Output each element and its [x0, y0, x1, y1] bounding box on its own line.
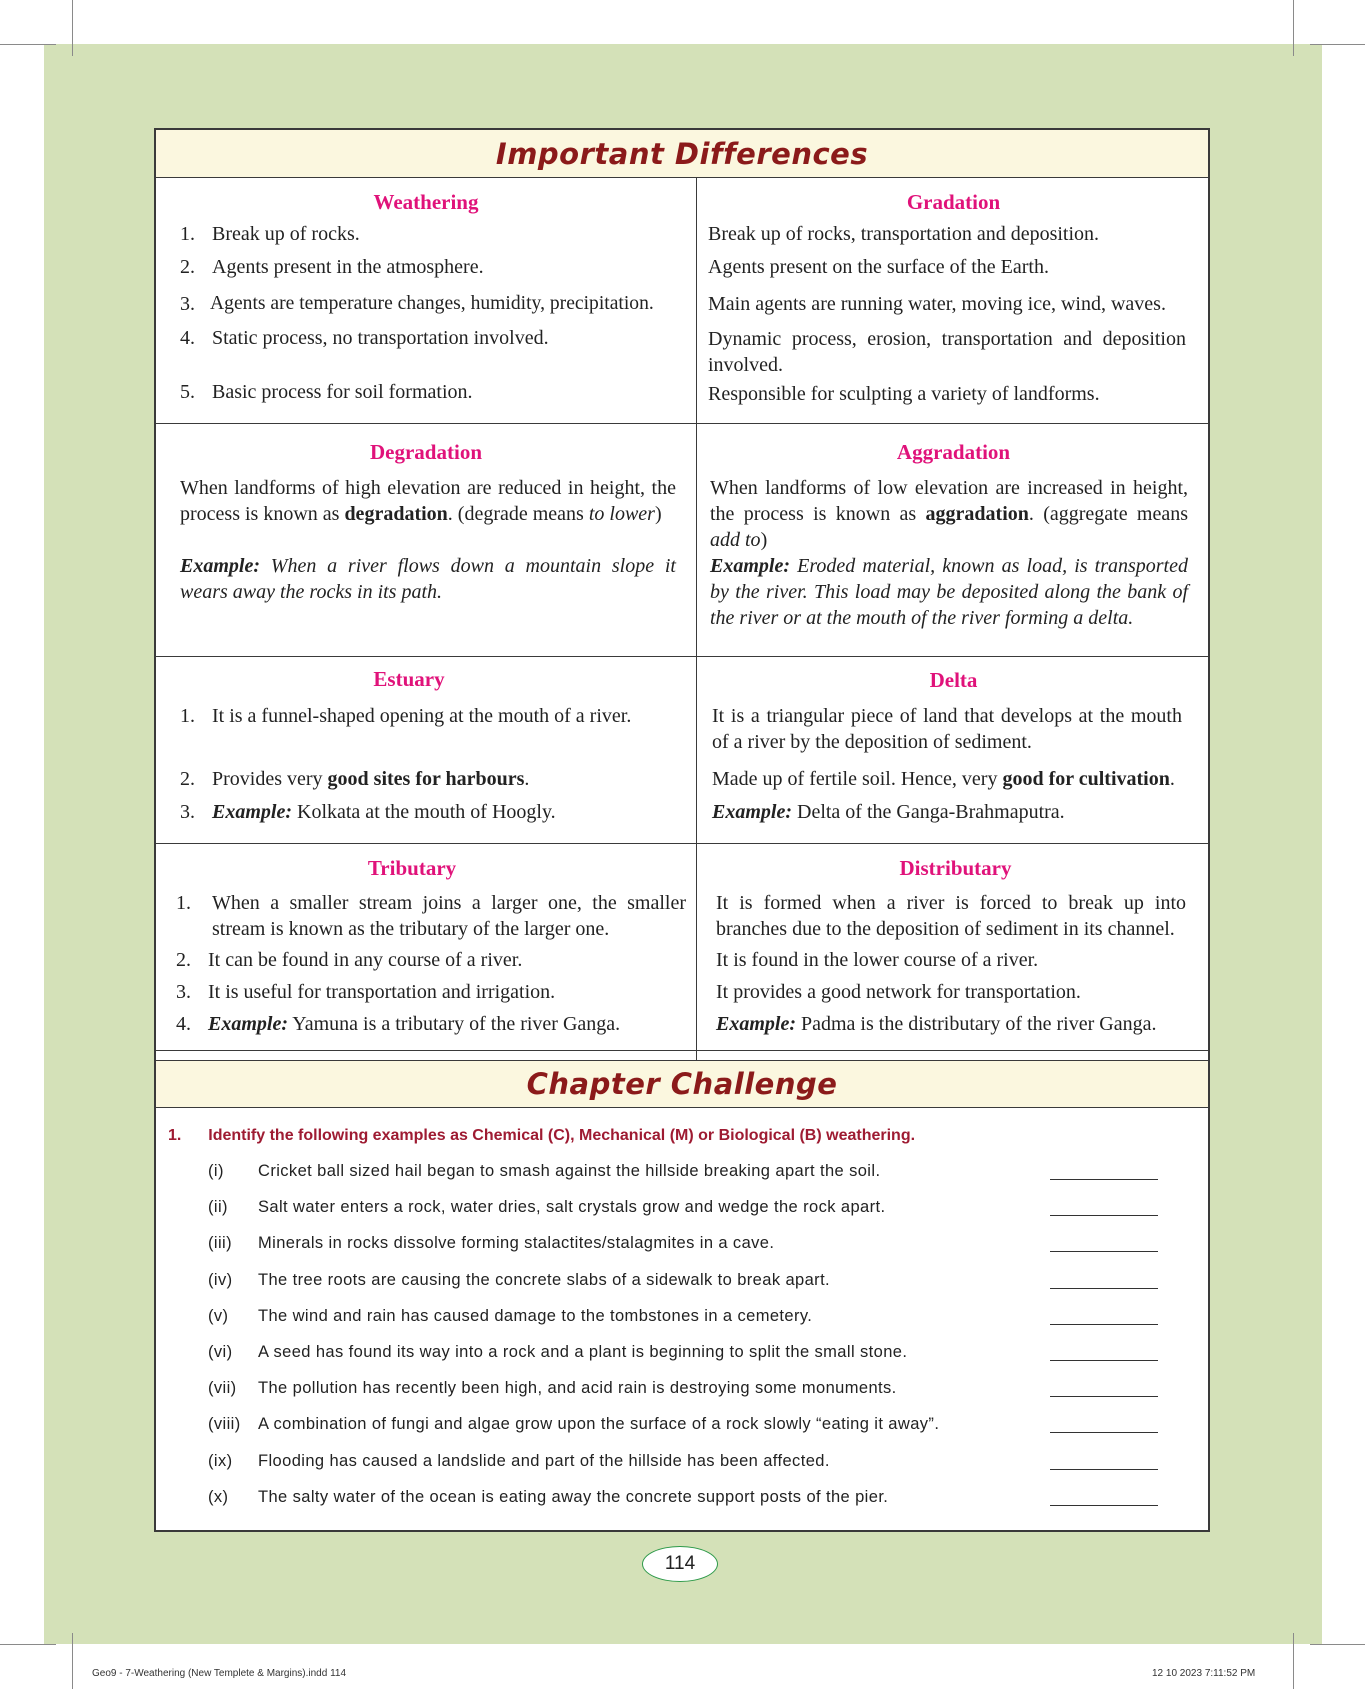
distributary-example: Example: Padma is the distributary of the river Ganga. — [716, 1013, 1157, 1035]
gradation-point: Main agents are running water, moving ice, wind, waves. — [708, 293, 1166, 315]
estuary-heading: Estuary — [373, 667, 445, 691]
answer-blank[interactable] — [1050, 1505, 1158, 1506]
item-text: Flooding has caused a landslide and part of the hillside has been affected. — [258, 1452, 830, 1470]
weathering-point: Agents present in the atmosphere. — [212, 256, 484, 278]
delta-heading: Delta — [929, 668, 978, 692]
tributary-heading: Tributary — [367, 856, 457, 880]
delta-example: Example: Delta of the Ganga-Brahmaputra. — [712, 801, 1065, 823]
item-text: The wind and rain has caused damage to the tombstones in a cemetery. — [258, 1307, 813, 1325]
crop-mark — [1310, 44, 1365, 45]
row-number: 1. — [176, 892, 191, 914]
item-label: (iii) — [208, 1234, 232, 1252]
aggradation-example: Example: Eroded material, known as load, is transported by the river. This load may be deposited along the bank of the river or at the mouth of the river forming a delta. — [710, 555, 1188, 629]
estuary-example: Example: Kolkata at the mouth of Hoogly. — [212, 801, 556, 823]
aggradation-heading: Aggradation — [896, 440, 1011, 464]
section-divider — [156, 1050, 1208, 1051]
crop-mark — [1310, 1644, 1365, 1645]
content-panel — [154, 128, 1210, 1532]
column-divider — [696, 178, 697, 1100]
gradation-heading: Gradation — [906, 190, 1001, 214]
crop-mark — [0, 44, 56, 45]
row-number: 1. — [180, 705, 195, 727]
aggradation-definition: When landforms of low elevation are increased in height, the process is known as aggradation. (aggregate means add to) — [710, 477, 1189, 551]
weathering-point: Static process, no transportation involved. — [212, 327, 549, 349]
answer-blank[interactable] — [1050, 1288, 1158, 1289]
delta-point: It is a triangular piece of land that develops at the mouth of a river by the deposition of sediment. — [712, 705, 1182, 753]
row-number: 2. — [180, 768, 195, 790]
estuary-point: Provides very good sites for harbours. — [212, 768, 530, 790]
crop-mark — [1293, 0, 1294, 56]
gradation-point: Agents present on the surface of the Earth. — [708, 256, 1049, 278]
row-number: 3. — [180, 801, 195, 823]
tributary-point: It can be found in any course of a river. — [208, 949, 523, 971]
footer-timestamp: 12 10 2023 7:11:52 PM — [1152, 1668, 1256, 1679]
crop-mark — [72, 0, 73, 56]
differences-title: Important Differences — [156, 130, 1208, 178]
tributary-point: It is useful for transportation and irrigation. — [208, 981, 556, 1003]
row-number: 5. — [180, 381, 195, 403]
distributary-point: It is found in the lower course of a river. — [716, 949, 1039, 971]
item-label: (ii) — [208, 1198, 228, 1216]
answer-blank[interactable] — [1050, 1179, 1158, 1180]
item-label: (x) — [208, 1488, 229, 1506]
item-text: The pollution has recently been high, and acid rain is destroying some monuments. — [258, 1379, 897, 1397]
section-divider — [156, 843, 1208, 844]
weathering-point: Agents are temperature changes, humidity, precipitation. — [210, 293, 654, 314]
degradation-example: Example: When a river flows down a mountain slope it wears away the rocks in its path. — [180, 555, 676, 603]
answer-blank[interactable] — [1050, 1324, 1158, 1325]
challenge-question: 1. Identify the following examples as Chemical (C), Mechanical (M) or Biological (B) weathering. — [168, 1127, 916, 1144]
degradation-definition: When landforms of high elevation are reduced in height, the process is known as degradation. (degrade means to lower) — [180, 477, 676, 525]
weathering-point: Break up of rocks. — [212, 223, 360, 245]
gradation-point: Dynamic process, erosion, transportation and deposition involved. — [708, 328, 1186, 376]
answer-blank[interactable] — [1050, 1469, 1158, 1470]
row-number: 4. — [180, 327, 195, 349]
item-text: Salt water enters a rock, water dries, salt crystals grow and wedge the rock apart. — [258, 1198, 886, 1216]
estuary-point: It is a funnel-shaped opening at the mouth of a river. — [212, 705, 632, 727]
item-label: (vii) — [208, 1379, 237, 1397]
item-text: A combination of fungi and algae grow upon the surface of a rock slowly “eating it away”. — [258, 1415, 940, 1433]
item-text: A seed has found its way into a rock and a plant is beginning to split the small stone. — [258, 1343, 908, 1361]
item-text: Cricket ball sized hail began to smash against the hillside breaking apart the soil. — [258, 1162, 881, 1180]
section-divider — [156, 656, 1208, 657]
answer-blank[interactable] — [1050, 1215, 1158, 1216]
row-number: 1. — [180, 223, 195, 245]
footer-file-slug: Geo9 - 7-Weathering (New Templete & Margins).indd 114 — [92, 1668, 347, 1679]
weathering-point: Basic process for soil formation. — [212, 381, 473, 403]
challenge-title: Chapter Challenge — [156, 1060, 1208, 1108]
distributary-point: It is formed when a river is forced to break up into branches due to the deposition of sediment in its channel. — [716, 892, 1186, 940]
row-number: 4. — [176, 1013, 191, 1035]
crop-mark — [0, 1644, 56, 1645]
answer-blank[interactable] — [1050, 1251, 1158, 1252]
row-number: 3. — [176, 981, 191, 1003]
answer-blank[interactable] — [1050, 1432, 1158, 1433]
item-text: The salty water of the ocean is eating away the concrete support posts of the pier. — [258, 1488, 889, 1506]
section-divider — [156, 423, 1208, 424]
weathering-heading: Weathering — [373, 190, 479, 214]
item-label: (i) — [208, 1162, 224, 1180]
crop-mark — [72, 1633, 73, 1689]
degradation-heading: Degradation — [370, 440, 482, 464]
distributary-heading: Distributary — [899, 856, 1012, 880]
tributary-example: Example: Yamuna is a tributary of the river Ganga. — [208, 1013, 621, 1035]
page-number: 114 — [642, 1546, 718, 1582]
tributary-point: When a smaller stream joins a larger one, the smaller stream is known as the tributary of the larger one. — [212, 892, 686, 940]
item-text: Minerals in rocks dissolve forming stalactites/stalagmites in a cave. — [258, 1234, 775, 1252]
gradation-point: Responsible for sculpting a variety of landforms. — [708, 383, 1100, 405]
item-label: (v) — [208, 1307, 229, 1325]
gradation-point: Break up of rocks, transportation and deposition. — [708, 223, 1100, 245]
item-text: The tree roots are causing the concrete slabs of a sidewalk to break apart. — [258, 1271, 831, 1289]
row-number: 2. — [180, 256, 195, 278]
delta-point: Made up of fertile soil. Hence, very good for cultivation. — [712, 768, 1175, 790]
item-label: (ix) — [208, 1452, 233, 1470]
crop-mark — [1293, 1633, 1294, 1689]
row-number: 3. — [180, 293, 195, 315]
item-label: (vi) — [208, 1343, 233, 1361]
answer-blank[interactable] — [1050, 1396, 1158, 1397]
item-label: (iv) — [208, 1271, 233, 1289]
answer-blank[interactable] — [1050, 1360, 1158, 1361]
distributary-point: It provides a good network for transportation. — [716, 981, 1081, 1003]
item-label: (viii) — [208, 1415, 241, 1433]
row-number: 2. — [176, 949, 191, 971]
